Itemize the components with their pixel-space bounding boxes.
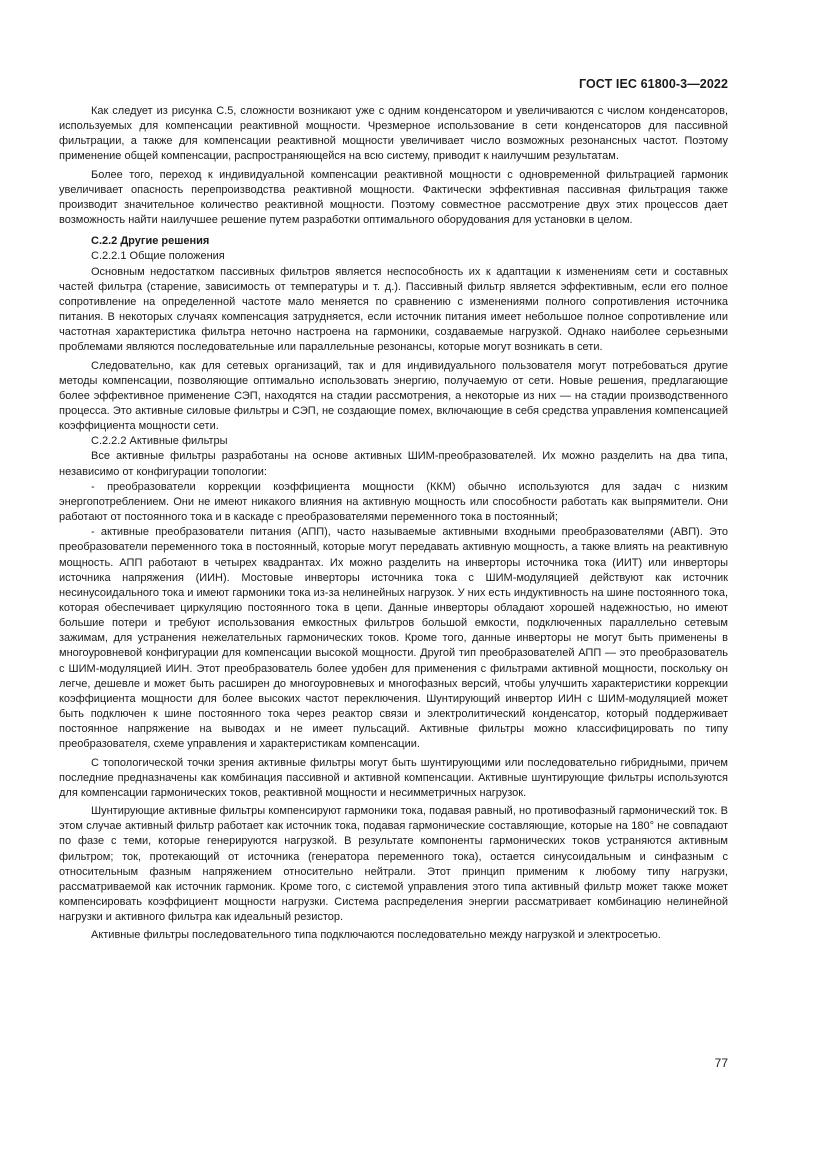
page-content (59, 104, 728, 943)
list-item: - преобразователи коррекции коэффициента мощности (ККМ) обычно используются для задач с низким энергопотреблением. Они не имеют никакого влияния на активную мощность или способности работать как выпрямители. Они работают от постоянного тока и в каскаде с преобразователями переменного тока в постоянный; (59, 480, 728, 524)
subsection-heading: С.2.2.1 Общие положения (91, 250, 225, 263)
subsection-heading: С.2.2.2 Активные фильтры (91, 435, 228, 448)
paragraph: Основным недостатком пассивных фильтров является неспособность их к адаптации к изменениям сети и составных частей фильтра (старение, зависимость от температуры и т. д.). Пассивный фильтр является эффективным, если его полное сопротивление на определенной частоте мало меняется по сравнению с изменениями полного сопротивления источника питания. В некоторых случаях компенсация затрудняется, если источник питания имеет небольшое полное сопротивление или частотная характеристика фильтра неточно настроена на гармоники, создаваемые нагрузкой. Однако наиболее серьезными проблемами являются последовательные или параллельные резонансы, которые могут возникать в сети. (59, 265, 728, 354)
paragraph: Шунтирующие активные фильтры компенсируют гармоники тока, подавая равный, но противофазный гармонический ток. В этом случае активный фильтр работает как источник тока, подавая гармонические составляющие, которые на 180° не совпадают по фазе с теми, которые генерируются нагрузкой. В результате компоненты гармонических токов устраняются активным фильтром; ток, протекающий от источника (генератора переменного тока), остается синусоидальным и синфазным с относительным фазным напряжением относительно нейтрали. Этот принцип применим к любому типу нагрузки, рассматриваемой как источник гармоник. Кроме того, с системой управления этого типа активный фильтр может также может компенсировать коэффициент мощности нагрузки. Система распределения энергии рассматривает комбинацию нелинейной нагрузки и активного фильтра как идеальный резистор. (59, 805, 728, 924)
paragraph: Более того, переход к индивидуальной компенсации реактивной мощности с одновременной фильтрацией гармоник увеличивает опасность перепроизводства реактивной мощности. Фактически эффективная пассивная фильтрация также производит значительное количество реактивной мощности. Поэтому совместное рассмотрение двух этих процессов дает возможность найти наилучшее решение путем разработки оптимального оборудования для установки в целом. (59, 168, 728, 227)
page-number: 77 (714, 1056, 728, 1070)
section-heading: С.2.2 Другие решения (91, 235, 210, 248)
document-code-header: ГОСТ IEC 61800-3—2022 (578, 77, 728, 91)
list-item: - активные преобразователи питания (АПП), часто называемые активными входными преобразователями (АВП). Это преобразователи переменного тока в постоянный, которые могут передавать активную мощность, а также влиять на реактивную мощность. АПП работают в четырех квадрантах. Их можно разделить на инверторы источника тока (ИИТ) или инверторы источника напряжения (ИИН). Мостовые инверторы источника тока с ШИМ-модуляцией действуют как источник несинусоидального тока и имеют гармоники тока из-за нелинейных нагрузок. У них есть индуктивность на шине постоянного тока, которая обеспечивает циркуляцию постоянного тока в цепи. Данные инверторы обладают хорошей надежностью, но имеют большие потери и требуют использования емкостных фильтров большой емкости, подключенных параллельно сетевым зажимам, для устранения нежелательных гармонических токов. Кроме того, данные инверторы не могут быть применены в многоуровневой конфигурации для компенсации высокой мощности. Другой тип преобразователей АПП — это преобразователь с ШИМ-модуляцией ИИН. Этот преобразователь более удобен для применения с фильтрами активной мощности, поскольку он легче, дешевле и может быть расширен до многоуровневых и многофазных версий, чтобы улучшить характеристики коррекции коэффициента мощности для более высоких частот переключения. Шунтирующий инвертор ИИН с ШИМ-модуляцией может быть подключен к шине постоянного тока через реактор связи и электролитический конденсатор, который поддерживает постоянное напряжение на выводах и не имеет пульсаций. Активные фильтры можно классифицировать по типу преобразователя, схеме управления и характеристикам компенсации. (59, 526, 728, 751)
paragraph: Активные фильтры последовательного типа подключаются последовательно между нагрузкой и электросетью. (91, 929, 661, 942)
paragraph: Следовательно, как для сетевых организаций, так и для индивидуального пользователя могут потребоваться другие методы компенсации, позволяющие оптимально использовать энергию, получаемую от сети. Новые решения, предлагающие более эффективное применение СЭП, находятся на стадии рассмотрения, а некоторые из них — на стадии производственного процесса. Это активные силовые фильтры и СЭП, не создающие помех, включающие в себя средства управления компенсацией коэффициента мощности сети. (59, 359, 728, 433)
paragraph: Все активные фильтры разработаны на основе активных ШИМ-преобразователей. Их можно разделить на два типа, независимо от конфигурации топологии: (59, 450, 728, 478)
paragraph: С топологической точки зрения активные фильтры могут быть шунтирующими или последовательно гибридными, причем последние предназначены как комбинация пассивной и активной компенсации. Активные шунтирующие фильтры используются для компенсации гармонических токов, реактивной мощности и несимметричных нагрузок. (59, 756, 728, 799)
paragraph: Как следует из рисунка С.5, сложности возникают уже с одним конденсатором и увеличиваются с числом конденсаторов, используемых для компенсации реактивной мощности. Чрезмерное использование в сети конденсаторов для пассивной фильтрации, а также для компенсации реактивной мощности увеличивает число возможных резонансных частот. Поэтому применение общей компенсации, распространяющейся на всю систему, приводит к наилучшим результатам. (59, 105, 728, 163)
